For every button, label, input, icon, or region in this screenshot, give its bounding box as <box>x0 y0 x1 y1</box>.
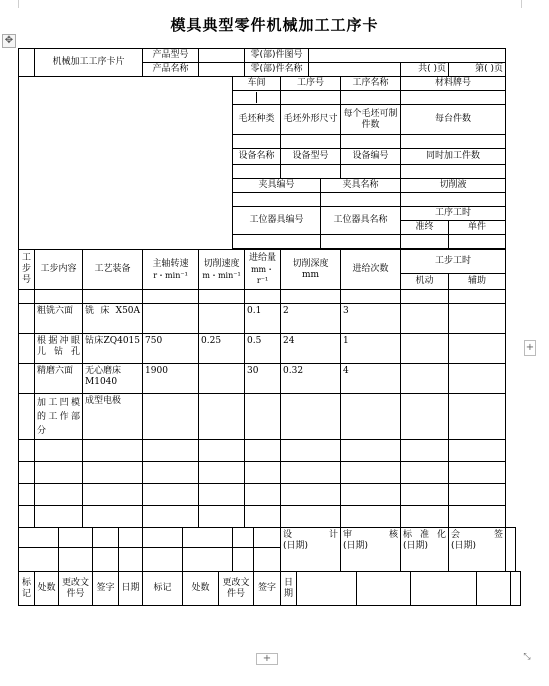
empty-cell[interactable] <box>183 548 233 572</box>
material-value[interactable] <box>401 91 506 105</box>
empty-cell[interactable] <box>93 548 119 572</box>
empty-cell[interactable] <box>341 462 401 484</box>
step-content[interactable]: 精磨六面 <box>35 364 83 394</box>
empty-cell[interactable] <box>19 506 35 528</box>
step-cut-speed[interactable] <box>199 304 245 334</box>
revision-doc-no-2: 更改文件号 <box>219 572 254 606</box>
step-feed[interactable]: 0.5 <box>245 334 281 364</box>
revision-doc-no: 更改文件号 <box>59 572 93 606</box>
equip-no-label: 设备编号 <box>341 149 401 165</box>
op-name-value[interactable] <box>341 91 401 105</box>
step-no-header: 工步号 <box>19 250 35 290</box>
empty-cell[interactable] <box>35 440 83 462</box>
empty-cell[interactable] <box>59 528 93 548</box>
standard-label: 标准化 <box>403 530 447 540</box>
empty-cell[interactable] <box>143 440 199 462</box>
table-row <box>19 440 521 462</box>
part-drawing-label: 零(部)件图号 <box>245 49 309 63</box>
part-name-label: 零(部)件名称 <box>245 63 309 77</box>
spindle-speed-label: 主轴转速 <box>152 258 189 269</box>
parts-per-unit-value[interactable] <box>401 135 506 149</box>
step-machine-time[interactable] <box>401 334 449 364</box>
move-icon[interactable]: ✥ <box>2 34 16 48</box>
feed-header <box>245 250 281 290</box>
empty-cell[interactable] <box>19 462 35 484</box>
step-passes[interactable]: 3 <box>341 304 401 334</box>
step-content[interactable]: 粗铣六面 <box>35 304 83 334</box>
review-label: 审 核 <box>343 530 399 540</box>
step-speed[interactable] <box>143 394 199 440</box>
op-name-label: 工序名称 <box>341 77 401 91</box>
empty-cell[interactable] <box>254 548 281 572</box>
empty-cell[interactable] <box>281 290 341 304</box>
parts-per-unit-label: 每台件数 <box>401 105 506 135</box>
step-depth[interactable]: 2 <box>281 304 341 334</box>
empty-cell[interactable] <box>401 440 449 462</box>
add-column-plus-icon[interactable]: + <box>524 340 536 356</box>
empty-cell[interactable] <box>254 528 281 548</box>
empty-cell[interactable] <box>449 506 506 528</box>
op-no-label: 工序号 <box>281 77 341 91</box>
parts-per-blank-label: 每个毛坯可制件数 <box>341 105 401 135</box>
empty-cell[interactable] <box>477 572 511 606</box>
page-edge-right <box>521 0 522 8</box>
empty-cell[interactable] <box>511 572 521 606</box>
empty-cell[interactable] <box>281 462 341 484</box>
equip-name-label: 设备名称 <box>233 149 281 165</box>
step-no[interactable] <box>19 394 35 440</box>
step-time-header: 工步工时 <box>401 250 506 274</box>
step-equipment[interactable]: 钻床ZQ4015 <box>83 334 143 364</box>
step-content-header: 工步内容 <box>35 250 83 290</box>
depth-header <box>281 250 341 290</box>
spindle-speed-header <box>143 250 199 290</box>
fixture-no-value[interactable] <box>233 193 321 207</box>
revision-date-2: 日期 <box>281 572 297 606</box>
empty-cell[interactable] <box>297 572 357 606</box>
step-equipment[interactable]: 成型电极 <box>83 394 143 440</box>
cut-speed-unit: m・min⁻¹ <box>202 270 241 280</box>
countersign-signoff[interactable] <box>449 528 506 572</box>
revision-sign: 签字 <box>93 572 119 606</box>
fixture-name-label: 夹具名称 <box>321 179 401 193</box>
workshop-label: 车间 <box>233 77 281 91</box>
empty-cell[interactable] <box>281 484 341 506</box>
step-aux-time[interactable] <box>449 334 506 364</box>
empty-cell[interactable] <box>449 290 506 304</box>
add-row-plus-icon[interactable]: + <box>256 653 278 665</box>
review-signoff[interactable] <box>341 528 401 572</box>
coolant-value[interactable] <box>401 193 506 207</box>
step-passes[interactable]: 1 <box>341 334 401 364</box>
empty-cell[interactable] <box>35 484 83 506</box>
feed-label: 进给量 <box>249 253 277 263</box>
step-depth[interactable]: 24 <box>281 334 341 364</box>
empty-cell[interactable] <box>449 462 506 484</box>
station-tool-name-label: 工位器具名称 <box>321 207 401 235</box>
equip-model-value[interactable] <box>281 165 341 179</box>
empty-cell[interactable] <box>143 290 199 304</box>
empty-cell[interactable] <box>199 462 245 484</box>
empty-cell[interactable] <box>245 440 281 462</box>
table-row <box>19 364 521 394</box>
empty-cell[interactable] <box>233 548 254 572</box>
text-cursor <box>256 92 257 103</box>
sketch-area[interactable] <box>19 77 233 250</box>
step-equipment[interactable]: 铣床X50A <box>83 304 143 334</box>
simultaneous-label: 同时加工件数 <box>401 149 506 165</box>
equip-model-label: 设备型号 <box>281 149 341 165</box>
empty-cell[interactable] <box>401 290 449 304</box>
blank-size-label: 毛坯外形尺寸 <box>281 105 341 135</box>
unit-time-label: 单件 <box>449 221 506 235</box>
station-tool-no-label: 工位器具编号 <box>233 207 321 235</box>
step-feed[interactable] <box>245 394 281 440</box>
product-name-label: 产品名称 <box>143 63 199 77</box>
standard-date: (日期) <box>403 541 429 551</box>
empty-cell[interactable] <box>19 528 59 548</box>
empty-cell[interactable] <box>83 462 143 484</box>
prep-time-label: 准终 <box>401 221 449 235</box>
empty-cell[interactable] <box>143 548 183 572</box>
empty-cell[interactable] <box>506 528 516 572</box>
page-edge-left <box>18 0 19 8</box>
revision-mark-2: 标记 <box>143 572 183 606</box>
total-pages: 共( )页 <box>401 63 449 77</box>
step-passes[interactable]: 4 <box>341 364 401 394</box>
part-name-value[interactable] <box>309 63 401 77</box>
review-date: (日期) <box>343 541 369 551</box>
design-signoff[interactable] <box>281 528 341 572</box>
card-name: 机械加工工序卡片 <box>35 49 143 77</box>
countersign-label: 会 签 <box>451 530 504 540</box>
part-drawing-value[interactable] <box>309 49 506 63</box>
empty-cell[interactable] <box>245 462 281 484</box>
empty-cell[interactable] <box>119 548 143 572</box>
step-no[interactable] <box>19 334 35 364</box>
fixture-no-label: 夹具编号 <box>233 179 321 193</box>
empty-cell[interactable] <box>281 506 341 528</box>
design-label: 设 计 <box>283 530 339 540</box>
empty-cell[interactable] <box>199 506 245 528</box>
empty-cell[interactable] <box>341 440 401 462</box>
empty-cell[interactable] <box>83 506 143 528</box>
page-title: 模具典型零件机械加工工序卡 <box>170 16 379 34</box>
step-content[interactable]: 加工凹模的工作部分 <box>35 394 83 440</box>
table-row <box>19 334 521 364</box>
empty-cell[interactable] <box>245 506 281 528</box>
passes-header: 进给次数 <box>341 250 401 290</box>
empty-cell[interactable] <box>59 548 93 572</box>
material-label: 材料牌号 <box>401 77 506 91</box>
empty-cell[interactable] <box>183 528 233 548</box>
empty-cell[interactable] <box>19 290 35 304</box>
prep-time-value[interactable] <box>401 235 449 249</box>
empty-cell[interactable] <box>19 548 59 572</box>
station-tool-name-value[interactable] <box>321 235 401 249</box>
empty-cell[interactable] <box>35 290 83 304</box>
empty-cell[interactable] <box>233 528 254 548</box>
step-cut-speed[interactable] <box>199 394 245 440</box>
parts-per-blank-value[interactable] <box>341 135 401 149</box>
empty-cell[interactable] <box>19 440 35 462</box>
table-row <box>19 394 521 440</box>
fixture-name-value[interactable] <box>321 193 401 207</box>
cut-speed-header <box>199 250 245 290</box>
product-name-value[interactable] <box>199 63 245 77</box>
blank-type-label: 毛坯种类 <box>233 105 281 135</box>
empty-cell[interactable] <box>35 462 83 484</box>
empty-cell[interactable] <box>341 506 401 528</box>
coolant-label: 切削液 <box>401 179 506 193</box>
blank-type-value[interactable] <box>233 135 281 149</box>
empty-cell[interactable] <box>401 506 449 528</box>
step-aux-time[interactable] <box>449 394 506 440</box>
resize-icon[interactable]: ⤡ <box>523 652 531 662</box>
revision-count: 处数 <box>35 572 59 606</box>
table-row <box>19 304 521 334</box>
depth-label: 切削深度 <box>292 258 329 269</box>
aux-time-header: 辅助 <box>449 274 506 290</box>
empty-cell[interactable] <box>83 440 143 462</box>
empty-cell[interactable] <box>281 440 341 462</box>
standard-signoff[interactable] <box>401 528 449 572</box>
op-time-label: 工序工时 <box>401 207 506 221</box>
blank-size-value[interactable] <box>281 135 341 149</box>
empty-cell[interactable] <box>143 484 199 506</box>
op-no-value[interactable] <box>281 91 341 105</box>
step-speed[interactable]: 750 <box>143 334 199 364</box>
machine-time-header: 机动 <box>401 274 449 290</box>
empty-cell[interactable] <box>143 528 183 548</box>
step-equipment-header: 工艺装备 <box>83 250 143 290</box>
step-machine-time[interactable] <box>401 364 449 394</box>
empty-cell[interactable] <box>411 572 477 606</box>
process-card-table <box>18 48 521 606</box>
step-passes[interactable] <box>341 394 401 440</box>
product-model-label: 产品型号 <box>143 49 199 63</box>
empty-cell[interactable] <box>449 484 506 506</box>
equip-name-value[interactable] <box>233 165 281 179</box>
step-depth[interactable] <box>281 394 341 440</box>
empty-cell[interactable] <box>119 528 143 548</box>
empty-cell[interactable] <box>199 484 245 506</box>
spindle-speed-unit: r・min⁻¹ <box>153 270 188 280</box>
empty-cell[interactable] <box>83 290 143 304</box>
design-date: (日期) <box>283 541 309 551</box>
empty-cell[interactable] <box>449 440 506 462</box>
table-row <box>19 462 521 484</box>
page-number: 第( )页 <box>449 63 506 77</box>
simultaneous-value[interactable] <box>401 165 506 179</box>
step-no[interactable] <box>19 304 35 334</box>
step-feed[interactable]: 0.1 <box>245 304 281 334</box>
empty-cell[interactable] <box>93 528 119 548</box>
step-speed[interactable]: 1900 <box>143 364 199 394</box>
step-no[interactable] <box>19 364 35 394</box>
countersign-date: (日期) <box>451 541 477 551</box>
step-machine-time[interactable] <box>401 394 449 440</box>
step-aux-time[interactable] <box>449 364 506 394</box>
step-feed[interactable]: 30 <box>245 364 281 394</box>
revision-mark: 标记 <box>19 572 35 606</box>
cut-speed-label: 切削速度 <box>203 258 240 269</box>
step-cut-speed[interactable] <box>199 364 245 394</box>
empty-cell[interactable] <box>199 290 245 304</box>
feed-unit: mm・r⁻¹ <box>250 265 275 285</box>
step-cut-speed[interactable]: 0.25 <box>199 334 245 364</box>
empty-cell[interactable] <box>357 572 411 606</box>
table-row <box>19 484 521 506</box>
station-tool-no-value[interactable] <box>233 235 321 249</box>
empty-cell[interactable] <box>83 484 143 506</box>
empty-cell[interactable] <box>245 290 281 304</box>
empty-cell[interactable] <box>341 290 401 304</box>
equip-no-value[interactable] <box>341 165 401 179</box>
empty-cell[interactable] <box>143 506 199 528</box>
step-content[interactable]: 根据冲眼儿钻孔 <box>35 334 83 364</box>
empty-cell[interactable] <box>143 462 199 484</box>
step-machine-time[interactable] <box>401 304 449 334</box>
step-speed[interactable] <box>143 304 199 334</box>
empty-cell[interactable] <box>401 462 449 484</box>
workshop-value[interactable] <box>233 91 281 105</box>
empty-cell[interactable] <box>35 506 83 528</box>
revision-sign-2: 签字 <box>254 572 281 606</box>
product-model-value[interactable] <box>199 49 245 63</box>
step-equipment[interactable]: 无心磨床M1040 <box>83 364 143 394</box>
revision-count-2: 处数 <box>183 572 219 606</box>
step-depth[interactable]: 0.32 <box>281 364 341 394</box>
empty-cell[interactable] <box>199 440 245 462</box>
header-blank <box>19 49 35 77</box>
depth-unit: mm <box>302 269 320 280</box>
empty-cell[interactable] <box>19 484 35 506</box>
revision-date: 日期 <box>119 572 143 606</box>
step-aux-time[interactable] <box>449 304 506 334</box>
empty-cell[interactable] <box>341 484 401 506</box>
unit-time-value[interactable] <box>449 235 506 249</box>
table-row <box>19 506 521 528</box>
empty-cell[interactable] <box>245 484 281 506</box>
empty-cell[interactable] <box>401 484 449 506</box>
